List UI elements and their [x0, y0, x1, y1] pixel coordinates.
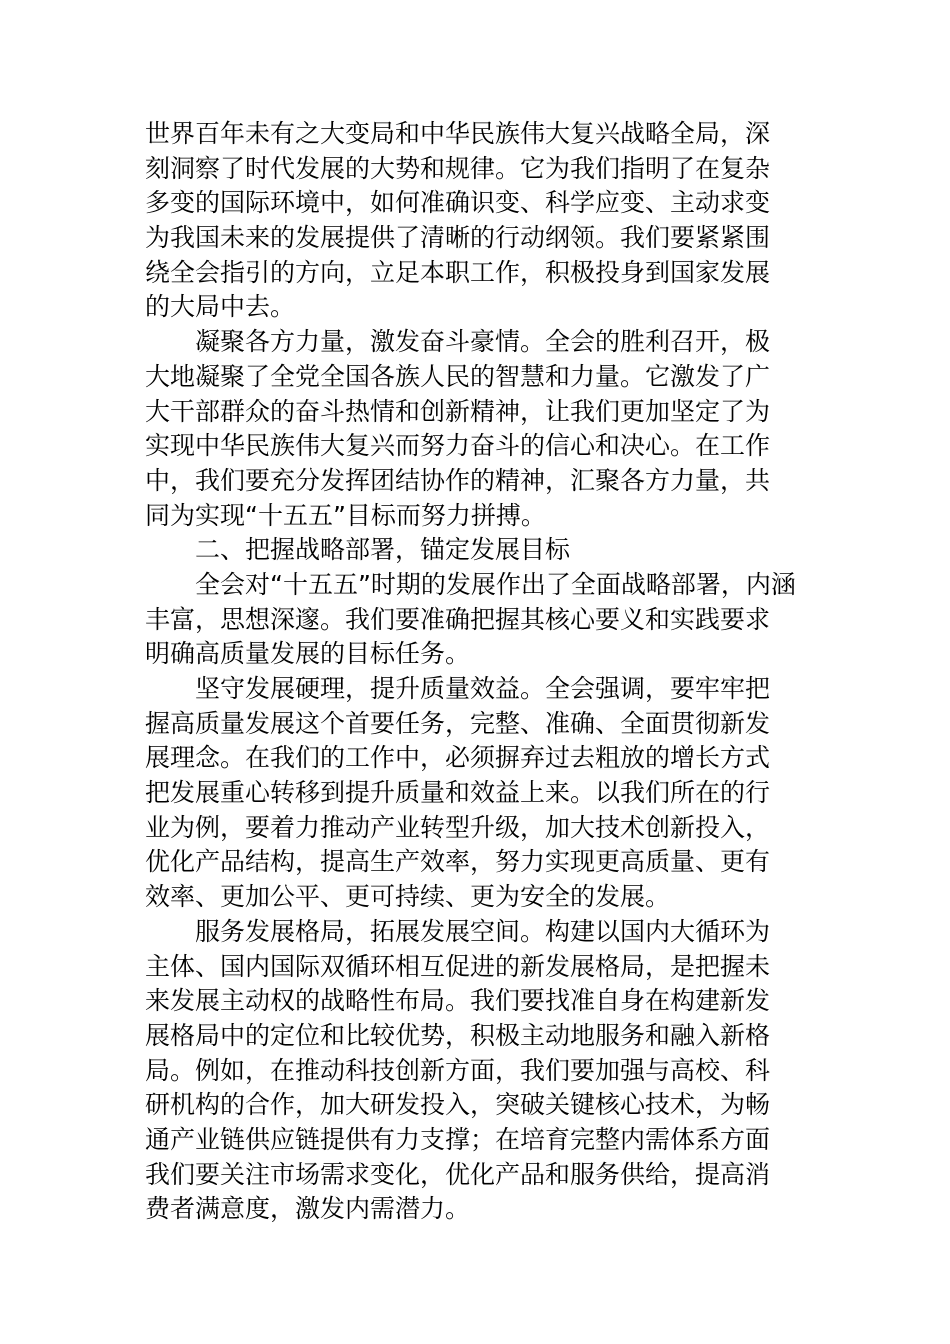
- text-line: 全会对“十五五”时期的发展作出了全面战略部署，内涵: [195, 569, 796, 599]
- text-line: 的大局中去。: [145, 292, 296, 322]
- text-line: 凝聚各方力量，激发奋斗豪情。全会的胜利召开，极: [195, 327, 771, 357]
- text-line: 刻洞察了时代发展的大势和规律。它为我们指明了在复杂: [145, 153, 771, 183]
- text-line: 大地凝聚了全党全国各族人民的智慧和力量。它激发了广: [145, 361, 771, 391]
- text-line: 主体、国内国际双循环相互促进的新发展格局，是把握未: [145, 951, 771, 981]
- text-line: 绕全会指引的方向，立足本职工作，积极投身到国家发展: [145, 257, 771, 287]
- text-line: 大干部群众的奋斗热情和创新精神，让我们更加坚定了为: [145, 396, 771, 426]
- text-line: 通产业链供应链提供有力支撑；在培育完整内需体系方面: [145, 1124, 771, 1154]
- text-line: 效率、更加公平、更可持续、更为安全的发展。: [145, 882, 671, 912]
- text-line: 业为例，要着力推动产业转型升级，加大技术创新投入，: [145, 812, 771, 842]
- text-line: 实现中华民族伟大复兴而努力奋斗的信心和决心。在工作: [145, 431, 771, 461]
- text-line: 世界百年未有之大变局和中华民族伟大复兴战略全局，深: [145, 119, 771, 148]
- text-line: 坚守发展硬理，提升质量效益。全会强调，要牢牢把: [195, 674, 771, 703]
- text-line: 局。例如，在推动科技创新方面，我们要加强与高校、科: [145, 1055, 771, 1085]
- section-heading: 二、把握战略部署，锚定发展目标: [195, 535, 571, 565]
- text-line: 握高质量发展这个首要任务，完整、准确、全面贯彻新发: [145, 708, 771, 738]
- text-line: 服务发展格局，拓展发展空间。构建以国内大循环为: [195, 916, 771, 946]
- text-line: 为我国未来的发展提供了清晰的行动纲领。我们要紧紧围: [145, 223, 771, 253]
- text-line: 我们要关注市场需求变化，优化产品和服务供给，提高消: [145, 1159, 771, 1189]
- text-line: 多变的国际环境中，如何准确识变、科学应变、主动求变: [145, 188, 771, 218]
- text-line: 研机构的合作，加大研发投入，突破关键核心技术，为畅: [145, 1090, 771, 1120]
- text-line: 优化产品结构，提高生产效率，努力实现更高质量、更有: [145, 847, 771, 877]
- text-line: 丰富，思想深邃。我们要准确把握其核心要义和实践要求: [145, 604, 771, 634]
- text-line: 展理念。在我们的工作中，必须摒弃过去粗放的增长方式: [145, 743, 771, 773]
- text-line: 展格局中的定位和比较优势，积极主动地服务和融入新格: [145, 1020, 771, 1050]
- text-line: 同为实现“十五五”目标而努力拼搏。: [145, 500, 546, 530]
- document-page: [145, 117, 825, 1227]
- text-line: 费者满意度，激发内需潜力。: [145, 1194, 471, 1224]
- text-line: 明确高质量发展的目标任务。: [145, 639, 471, 669]
- text-line: 把发展重心转移到提升质量和效益上来。以我们所在的行: [145, 778, 771, 808]
- text-line: 来发展主动权的战略性布局。我们要找准自身在构建新发: [145, 986, 771, 1016]
- text-line: 中，我们要充分发挥团结协作的精神，汇聚各方力量，共: [145, 465, 771, 495]
